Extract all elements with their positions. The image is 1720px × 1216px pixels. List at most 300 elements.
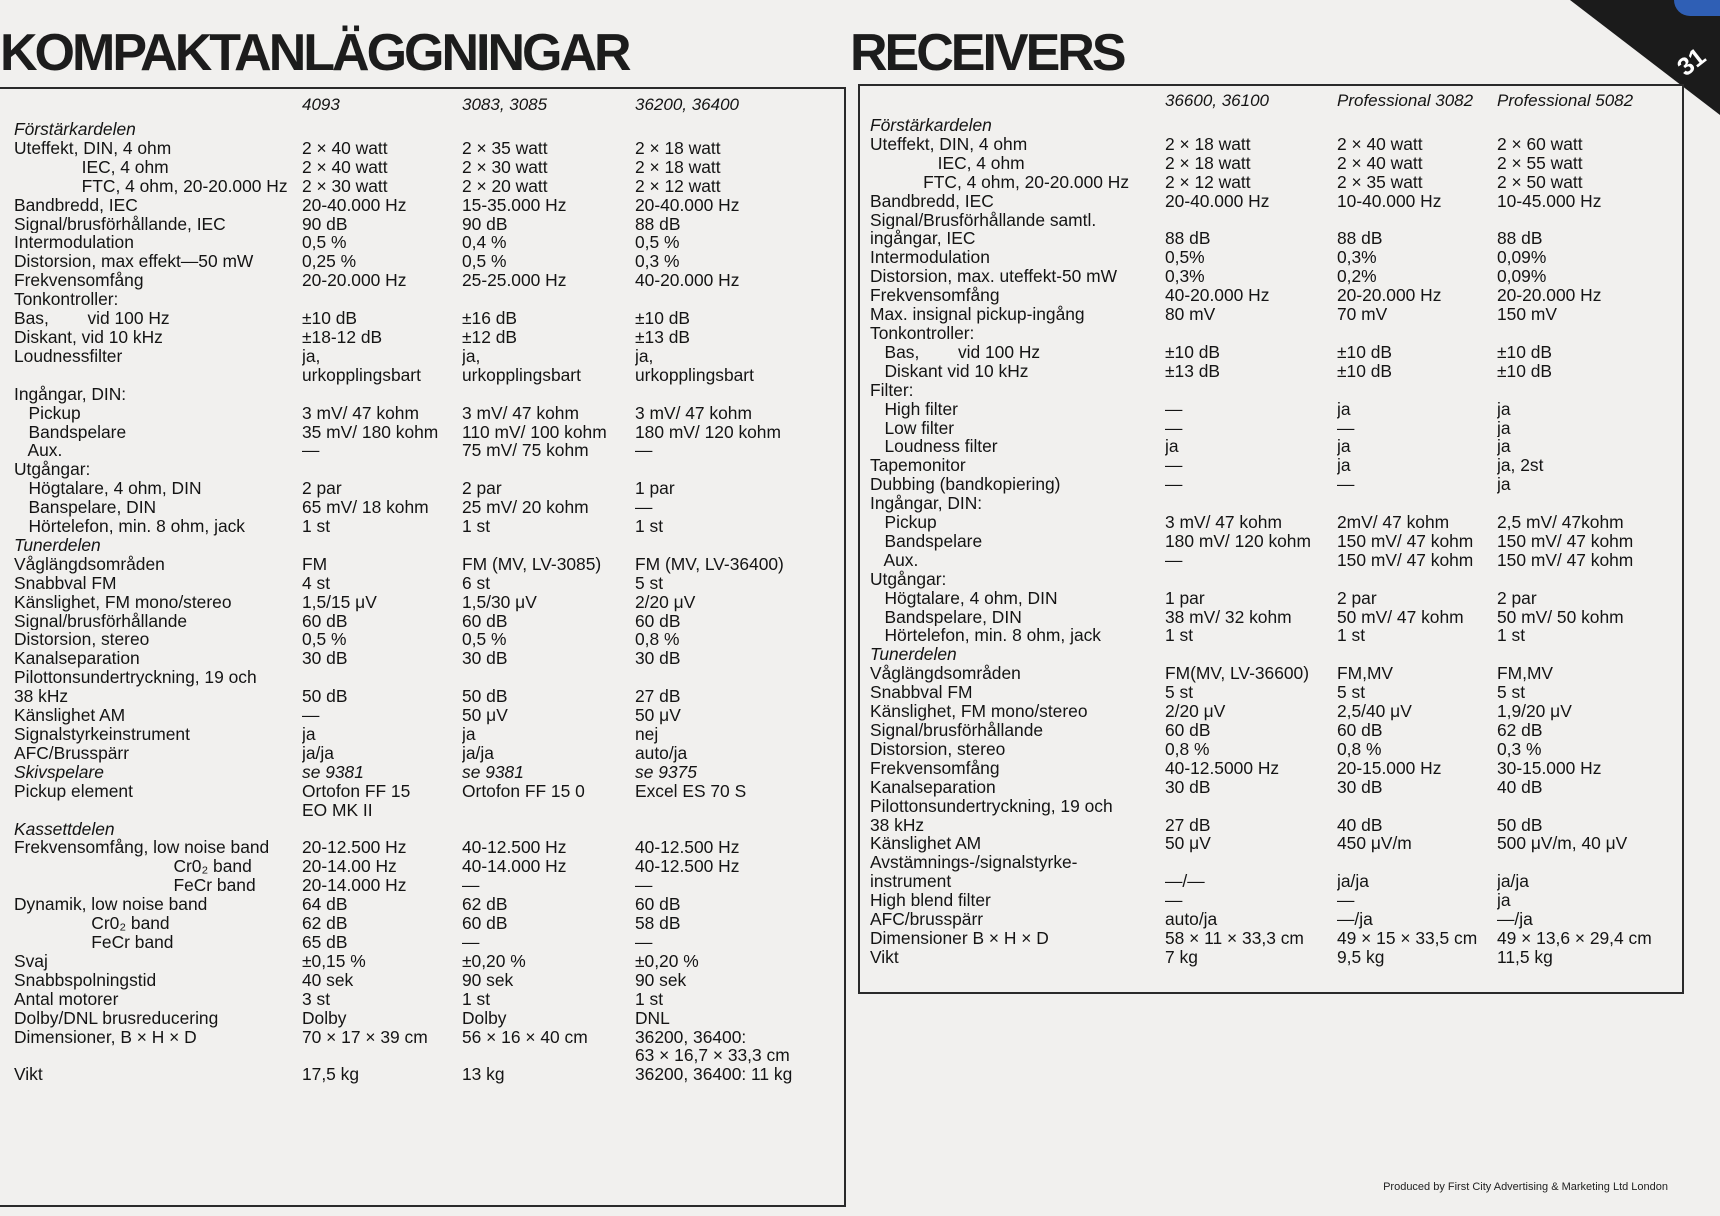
spec-row: [14, 574, 805, 593]
spec-row: [870, 797, 1680, 816]
spec-label: Diskant vid 10 kHz: [870, 361, 1029, 381]
spec-value: 3 mV/ 47 kohm: [635, 403, 752, 423]
spec-value: [635, 801, 805, 820]
spec-value: 180 mV/ 120 kohm: [1165, 531, 1311, 551]
spec-value: 3 mV/ 47 kohm: [1165, 513, 1282, 532]
spec-value: 20-14.000 Hz: [302, 876, 407, 896]
spec-value: urkopplingsbart: [635, 365, 754, 385]
spec-row: [870, 513, 1680, 532]
spec-row: [14, 517, 805, 536]
spec-label: Signal/Brusförhållande samtl.: [870, 210, 1097, 230]
spec-value: [1497, 211, 1680, 230]
spec-value: ja: [1337, 437, 1351, 457]
spec-value: DNL: [635, 1008, 670, 1028]
spec-row: [870, 173, 1680, 192]
spec-row: [14, 366, 805, 385]
spec-value: 36200, 36400: 11 kg: [635, 1065, 793, 1085]
spec-value: 1 st: [1165, 626, 1194, 646]
spec-value: 0,25 %: [302, 252, 357, 272]
spec-row: [14, 555, 805, 574]
spec-value: 2 × 40 watt: [1337, 153, 1423, 173]
spec-value: 90 sek: [462, 970, 514, 990]
spec-value: 30 dB: [302, 649, 348, 669]
spec-row: [870, 192, 1680, 211]
spec-value: 1 par: [635, 479, 675, 499]
spec-row: [870, 494, 1680, 513]
spec-value: ja: [1497, 475, 1511, 495]
spec-value: 1,5/30 μV: [462, 592, 537, 612]
spec-row: [14, 820, 805, 839]
spec-value: [462, 385, 635, 404]
spec-row: [14, 593, 805, 612]
spec-row: [14, 876, 805, 895]
spec-value: 20-20.000 Hz: [1337, 286, 1442, 306]
spec-row: [870, 853, 1680, 872]
spec-row: [14, 158, 805, 177]
spec-value: 62 dB: [302, 914, 348, 933]
spec-value: 0,5 %: [635, 233, 680, 253]
spec-value: 13 kg: [462, 1065, 505, 1085]
spec-label: 38 kHz: [870, 815, 925, 835]
spec-value: 0,5%: [1165, 248, 1205, 268]
spec-value: 90 sek: [635, 970, 687, 990]
spec-value: 5 st: [1337, 683, 1366, 703]
spec-value: 20-40.000 Hz: [302, 195, 407, 215]
spec-value: [462, 536, 635, 555]
spec-value: 1 st: [635, 989, 664, 1009]
spec-value: 40 dB: [1497, 777, 1543, 797]
spec-row: [14, 782, 805, 801]
model-header: Professional 3082: [1337, 90, 1474, 110]
spec-label: Max. insignal pickup-ingång: [870, 305, 1085, 324]
spec-value: 2,5/40 μV: [1337, 702, 1412, 721]
receivers-spec-table: [870, 86, 1680, 967]
spec-label: Bandspelare: [870, 531, 983, 551]
spec-value: 70 mV: [1337, 305, 1388, 324]
spec-value: FM,MV: [1337, 664, 1394, 684]
spec-value: ja,: [302, 346, 321, 366]
spec-value: 0,5 %: [462, 630, 507, 650]
spec-value: 0,5 %: [302, 233, 347, 253]
spec-row: [870, 816, 1680, 835]
spec-value: [1165, 570, 1337, 589]
spec-value: —: [635, 932, 653, 952]
spec-label: Frekvensomfång: [870, 286, 1000, 306]
spec-value: ±13 dB: [1165, 361, 1220, 381]
spec-value: [1165, 853, 1337, 872]
spec-value: 110 mV/ 100 kohm: [462, 422, 607, 442]
spec-value: [1165, 116, 1337, 135]
spec-value: ±13 dB: [635, 327, 690, 347]
spec-value: Ortofon FF 15: [302, 781, 411, 801]
spec-row: [870, 267, 1680, 286]
spec-row: [870, 400, 1680, 419]
spec-label: ingångar, IEC: [870, 229, 976, 249]
spec-row: [870, 834, 1680, 853]
spec-label: Pickup: [870, 513, 937, 532]
spec-value: 60 dB: [635, 895, 681, 915]
spec-value: [1497, 797, 1680, 816]
spec-value: —: [462, 932, 480, 952]
spec-row: [14, 1028, 805, 1047]
spec-row: [14, 423, 805, 442]
spec-row: [14, 744, 805, 763]
spec-value: 75 mV/ 75 kohm: [462, 441, 589, 461]
spec-value: 64 dB: [302, 895, 348, 915]
spec-value: 60 dB: [462, 914, 508, 933]
spec-value: 40-20.000 Hz: [635, 271, 740, 291]
spec-row: [14, 309, 805, 328]
spec-row: [14, 914, 805, 933]
spec-label: Ingångar, DIN:: [870, 494, 983, 514]
spec-label: Ingångar, DIN:: [14, 384, 127, 404]
spec-value: 27 dB: [1165, 815, 1211, 835]
spec-value: [1337, 853, 1497, 872]
spec-value: 2 × 12 watt: [1165, 172, 1251, 192]
spec-row: [870, 475, 1680, 494]
spec-label: Cr0₂ band: [14, 857, 252, 877]
spec-value: 36200, 36400:: [635, 1027, 747, 1047]
spec-value: 20-15.000 Hz: [1337, 758, 1442, 778]
spec-value: —: [1165, 550, 1183, 570]
spec-label: Pilottonsundertryckning, 19 och: [870, 796, 1113, 816]
spec-value: 50 mV/ 47 kohm: [1337, 607, 1464, 627]
spec-label: Distorsion, stereo: [14, 630, 150, 650]
spec-value: 62 dB: [1497, 721, 1543, 740]
spec-label: Kanalseparation: [870, 777, 996, 797]
spec-value: 30 dB: [1165, 777, 1211, 797]
spec-row: [14, 1065, 805, 1084]
model-header: 4093: [302, 94, 340, 114]
spec-value: —: [1337, 418, 1355, 438]
model-header-row: [14, 90, 805, 120]
spec-row: [14, 1046, 805, 1065]
spec-value: [1497, 381, 1680, 400]
spec-value: Dolby: [462, 1008, 507, 1028]
spec-value: [635, 460, 805, 479]
spec-value: 0,8 %: [1337, 739, 1382, 759]
spec-row: [14, 215, 805, 234]
spec-row: [14, 196, 805, 215]
spec-value: [302, 290, 462, 309]
section-heading: Förstärkardelen: [870, 116, 992, 135]
spec-label: Högtalare, 4 ohm, DIN: [870, 588, 1058, 608]
spec-value: 90 dB: [462, 214, 508, 234]
spec-value: [462, 668, 635, 687]
spec-value: [1337, 570, 1497, 589]
spec-value: 0,3 %: [1497, 739, 1542, 759]
spec-value: 9,5 kg: [1337, 947, 1385, 967]
spec-row: [870, 437, 1680, 456]
spec-value: 2 × 30 watt: [462, 157, 548, 177]
spec-value: 150 mV/ 47 kohm: [1497, 550, 1634, 570]
spec-label: Signalstyrkeinstrument: [14, 725, 190, 744]
spec-value: 88 dB: [635, 214, 681, 234]
spec-row: [14, 460, 805, 479]
spec-value: 1 st: [462, 517, 491, 536]
spec-value: [635, 120, 805, 139]
spec-value: 90 dB: [302, 214, 348, 234]
spec-row: [14, 328, 805, 347]
spec-value: [635, 385, 805, 404]
spec-value: —: [302, 441, 320, 461]
spec-row: [870, 759, 1680, 778]
spec-label: Dimensioner B × H × D: [870, 928, 1049, 948]
spec-value: 30 dB: [635, 649, 681, 669]
spec-value: 65 mV/ 18 kohm: [302, 498, 429, 518]
spec-value: ±0,20 %: [462, 951, 526, 971]
spec-value: 50 dB: [1497, 815, 1543, 835]
spec-label: Känslighet, FM mono/stereo: [870, 702, 1088, 721]
spec-row: [14, 441, 805, 460]
spec-value: 0,5 %: [462, 252, 507, 272]
spec-label: Aux.: [14, 441, 63, 461]
spec-value: 88 dB: [1337, 229, 1383, 249]
spec-value: —/ja: [1497, 910, 1533, 929]
spec-value: 60 dB: [462, 611, 508, 631]
spec-value: ±10 dB: [1337, 342, 1392, 362]
spec-value: 2 × 40 watt: [302, 138, 388, 158]
spec-label: Tapemonitor: [870, 456, 966, 476]
spec-label: Svaj: [14, 951, 48, 971]
spec-value: auto/ja: [635, 743, 688, 763]
spec-value: 150 mV/ 47 kohm: [1337, 550, 1474, 570]
spec-row: [870, 683, 1680, 702]
spec-value: 150 mV: [1497, 305, 1557, 324]
spec-value: —: [1165, 418, 1183, 438]
spec-value: 40-12.5000 Hz: [1165, 758, 1280, 778]
spec-value: ja: [302, 725, 316, 744]
spec-value: 50 dB: [462, 687, 508, 707]
spec-value: Excel ES 70 S: [635, 781, 747, 801]
spec-value: FM (MV, LV-36400): [635, 554, 784, 574]
spec-value: 0,4 %: [462, 233, 507, 253]
spec-row: [14, 612, 805, 631]
spec-value: se 9381: [302, 762, 364, 782]
spec-row: [14, 479, 805, 498]
spec-row: [14, 668, 805, 687]
spec-row: [870, 551, 1680, 570]
spec-label: Distorsion, max. uteffekt-50 mW: [870, 267, 1118, 287]
spec-value: 50 μV: [1165, 834, 1211, 854]
spec-value: [1497, 853, 1680, 872]
spec-value: 7 kg: [1165, 947, 1198, 967]
spec-value: 2 par: [1337, 588, 1377, 608]
spec-value: ±10 dB: [1337, 361, 1392, 381]
spec-value: —: [302, 706, 320, 725]
spec-row: [14, 233, 805, 252]
spec-row: [870, 419, 1680, 438]
spec-value: 60 dB: [1337, 721, 1383, 740]
spec-row: [14, 1009, 805, 1028]
spec-value: 11,5 kg: [1497, 947, 1553, 967]
spec-value: 88 dB: [1497, 229, 1543, 249]
spec-value: FM (MV, LV-3085): [462, 554, 602, 574]
spec-value: 10-45.000 Hz: [1497, 191, 1602, 211]
spec-row: [870, 608, 1680, 627]
spec-row: [14, 252, 805, 271]
spec-value: [302, 1046, 462, 1065]
spec-value: urkopplingsbart: [462, 365, 581, 385]
spec-label: Cr0₂ band: [14, 914, 170, 933]
spec-value: ±10 dB: [1497, 342, 1552, 362]
spec-value: 2 par: [462, 479, 502, 499]
spec-row: [870, 664, 1680, 683]
spec-value: [1165, 797, 1337, 816]
spec-value: 0,09%: [1497, 248, 1547, 268]
spec-label: IEC, 4 ohm: [870, 153, 1025, 173]
spec-row: [14, 139, 805, 158]
spec-label: Känslighet AM: [870, 834, 982, 854]
spec-value: ja: [1497, 891, 1511, 911]
spec-value: [462, 820, 635, 839]
spec-value: 20-40.000 Hz: [635, 195, 740, 215]
spec-label: Dubbing (bandkopiering): [870, 475, 1061, 495]
spec-value: ja,: [635, 346, 654, 366]
spec-label: Banspelare, DIN: [14, 498, 157, 518]
spec-value: [462, 801, 635, 820]
spec-value: 40 sek: [302, 970, 354, 990]
spec-value: [1497, 116, 1680, 135]
section-heading: Kassettdelen: [14, 819, 115, 839]
spec-value: ja: [1497, 399, 1511, 419]
spec-value: 25 mV/ 20 kohm: [462, 498, 589, 518]
spec-value: [302, 820, 462, 839]
spec-row: [14, 857, 805, 876]
spec-label: Snabbspolningstid: [14, 970, 157, 990]
receivers-heading: RECEIVERS: [850, 24, 1124, 82]
spec-value: 1,5/15 μV: [302, 592, 377, 612]
spec-value: [1337, 381, 1497, 400]
spec-value: 2 × 20 watt: [462, 176, 548, 196]
spec-value: nej: [635, 725, 659, 744]
spec-value: 30 dB: [462, 649, 508, 669]
spec-label: Känslighet AM: [14, 706, 126, 725]
spec-label: Hörtelefon, min. 8 ohm, jack: [870, 626, 1102, 646]
spec-value: —: [462, 876, 480, 896]
model-header: 36600, 36100: [1165, 90, 1269, 110]
spec-row: [14, 404, 805, 423]
spec-row: [14, 290, 805, 309]
page-number: 31: [1672, 42, 1712, 82]
spec-value: [302, 385, 462, 404]
spec-label: Uteffekt, DIN, 4 ohm: [14, 138, 172, 158]
spec-value: [1337, 211, 1497, 230]
spec-row: [870, 872, 1680, 891]
spec-label: Bas, vid 100 Hz: [870, 342, 1041, 362]
spec-value: ja/ja: [1337, 872, 1369, 892]
spec-value: Ortofon FF 15 0: [462, 781, 585, 801]
spec-value: —: [1165, 456, 1183, 476]
spec-value: 2 par: [302, 479, 342, 499]
spec-label: Frekvensomfång, low noise band: [14, 838, 270, 858]
spec-value: 2 par: [1497, 588, 1537, 608]
spec-value: 2/20 μV: [1165, 702, 1226, 721]
spec-value: 500 μV/m, 40 μV: [1497, 834, 1628, 854]
spec-label: Bandspelare: [14, 422, 127, 442]
spec-value: [462, 460, 635, 479]
spec-value: [1337, 645, 1497, 664]
spec-value: 150 mV/ 47 kohm: [1497, 531, 1634, 551]
spec-value: ja, 2st: [1497, 456, 1544, 476]
spec-row: [870, 305, 1680, 324]
spec-value: [1497, 494, 1680, 513]
spec-value: [1497, 570, 1680, 589]
spec-value: 88 dB: [1165, 229, 1211, 249]
spec-value: [302, 536, 462, 555]
spec-value: 20-14.00 Hz: [302, 857, 397, 877]
spec-value: 50 μV: [462, 706, 508, 725]
spec-value: 2 × 12 watt: [635, 176, 721, 196]
kompakt-spec-table: [14, 90, 805, 1084]
model-header: Professional 5082: [1497, 90, 1634, 110]
spec-label: Utgångar:: [14, 460, 91, 480]
spec-value: [1165, 324, 1337, 343]
spec-value: se 9375: [635, 762, 697, 782]
spec-label: High filter: [870, 399, 958, 419]
spec-label: 38 kHz: [14, 687, 69, 707]
spec-label: Våglängdsområden: [870, 664, 1021, 684]
spec-label: Avstämnings-/signalstyrke-: [870, 853, 1078, 873]
spec-value: —: [1337, 475, 1355, 495]
section-heading: Tunerdelen: [870, 645, 957, 665]
spec-value: urkopplingsbart: [302, 365, 421, 385]
spec-row: [14, 801, 805, 820]
spec-value: 10-40.000 Hz: [1337, 191, 1442, 211]
spec-value: 2 × 40 watt: [302, 157, 388, 177]
spec-row: [14, 536, 805, 555]
spec-value: 25-25.000 Hz: [462, 271, 567, 291]
spec-value: 180 mV/ 120 kohm: [635, 422, 781, 442]
spec-value: 0,8 %: [1165, 739, 1210, 759]
spec-row: [870, 229, 1680, 248]
spec-label: FeCr band: [14, 932, 174, 952]
spec-label: Bas, vid 100 Hz: [14, 309, 170, 328]
label-header: [870, 86, 1165, 116]
spec-value: [462, 1046, 635, 1065]
spec-value: 35 mV/ 180 kohm: [302, 422, 439, 442]
spec-value: 5 st: [1165, 683, 1194, 703]
spec-row: [870, 248, 1680, 267]
spec-value: ja: [1337, 456, 1351, 476]
spec-label: Aux.: [870, 550, 919, 570]
spec-value: ±10 dB: [302, 309, 357, 328]
spec-value: [1497, 645, 1680, 664]
spec-label: Uteffekt, DIN, 4 ohm: [870, 134, 1028, 154]
spec-value: 5 st: [1497, 683, 1526, 703]
spec-value: 2/20 μV: [635, 592, 696, 612]
spec-value: 3 mV/ 47 kohm: [462, 403, 579, 423]
spec-label: Hörtelefon, min. 8 ohm, jack: [14, 517, 246, 536]
spec-value: 2,5 mV/ 47kohm: [1497, 513, 1624, 532]
spec-value: ±10 dB: [635, 309, 690, 328]
spec-value: 50 dB: [302, 687, 348, 707]
spec-value: [1337, 494, 1497, 513]
spec-value: [1337, 797, 1497, 816]
spec-row: [14, 763, 805, 782]
spec-value: auto/ja: [1165, 910, 1218, 929]
spec-value: ja: [1337, 399, 1351, 419]
spec-value: 2 × 18 watt: [635, 157, 721, 177]
spec-value: [302, 120, 462, 139]
spec-row: [870, 381, 1680, 400]
spec-row: [870, 702, 1680, 721]
spec-row: [870, 211, 1680, 230]
spec-value: [1337, 324, 1497, 343]
spec-value: 80 mV: [1165, 305, 1216, 324]
spec-row: [870, 362, 1680, 381]
spec-value: se 9381: [462, 762, 524, 782]
